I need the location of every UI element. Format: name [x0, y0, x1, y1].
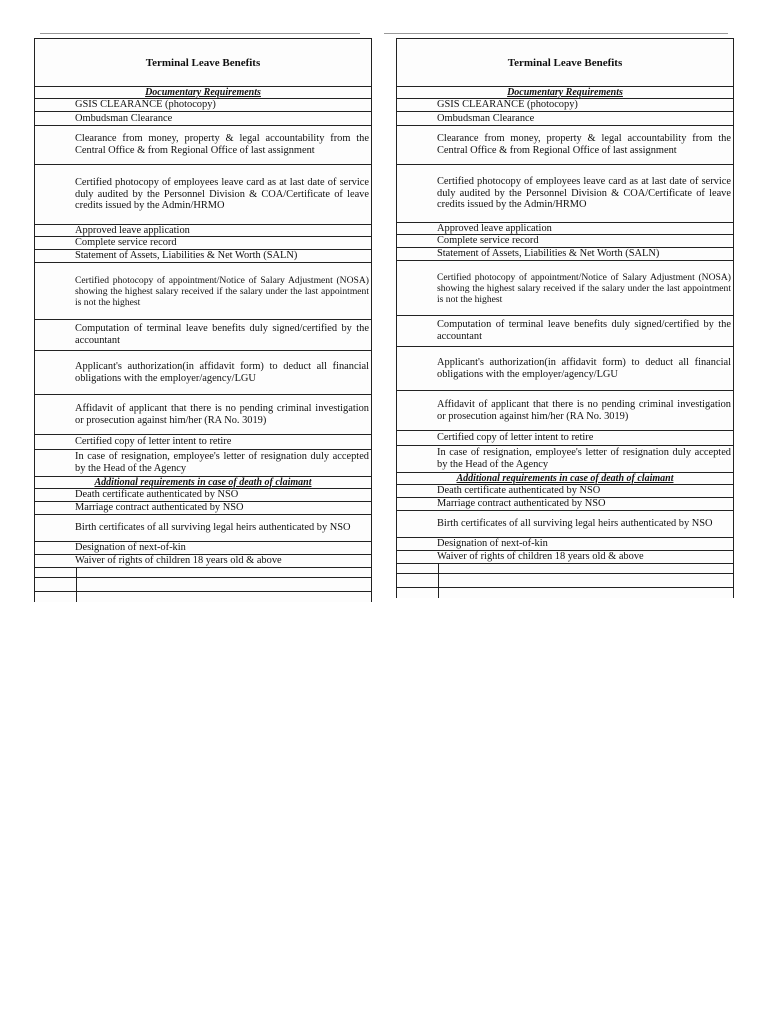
- death-requirement-row: Marriage contract authenticated by NSO: [35, 502, 371, 515]
- top-rule-right: [384, 33, 728, 34]
- blank-row: [397, 588, 733, 598]
- death-requirements-heading: Additional requirements in case of death of claimant: [397, 473, 733, 485]
- requirement-row: GSIS CLEARANCE (photocopy): [397, 99, 733, 112]
- card-title: Terminal Leave Benefits: [397, 39, 733, 87]
- requirement-row: Clearance from money, property & legal accountability from the Central Office & from Regional Office of last assignment: [397, 126, 733, 165]
- requirement-row: Certified copy of letter intent to retire: [397, 431, 733, 446]
- blank-row: [397, 574, 733, 588]
- requirement-row: Approved leave application: [397, 223, 733, 235]
- blank-row: [35, 578, 371, 592]
- death-requirement-row: Waiver of rights of children 18 years old & above: [397, 551, 733, 564]
- requirement-row: Clearance from money, property & legal accountability from the Central Office & from Regional Office of last assignment: [35, 126, 371, 165]
- death-requirement-row: Waiver of rights of children 18 years old & above: [35, 555, 371, 568]
- death-requirement-row: Birth certificates of all surviving legal heirs authenticated by NSO: [397, 511, 733, 538]
- documentary-requirements-heading: Documentary Requirements: [35, 87, 371, 99]
- death-requirement-row: Designation of next-of-kin: [397, 538, 733, 551]
- requirement-row: Computation of terminal leave benefits duly signed/certified by the accountant: [397, 316, 733, 347]
- terminal-leave-card-left: [34, 38, 372, 602]
- requirement-row: Complete service record: [397, 235, 733, 248]
- requirement-row: Complete service record: [35, 237, 371, 250]
- requirement-row: Certified photocopy of employees leave card as at last date of service duly audited by the Personnel Division & COA/Certificate of leave credits issued by the Admin/HRMO: [397, 165, 733, 223]
- death-requirements-heading: Additional requirements in case of death of claimant: [35, 477, 371, 489]
- requirement-row: Affidavit of applicant that there is no pending criminal investigation or prosecution against him/her (RA No. 3019): [35, 395, 371, 435]
- requirement-row: Certified photocopy of appointment/Notice of Salary Adjustment (NOSA) showing the highest salary received if the salary under the last appointment is not the highest: [397, 261, 733, 316]
- requirement-row: Approved leave application: [35, 225, 371, 237]
- requirement-row: In case of resignation, employee's letter of resignation duly accepted by the Head of the Agency: [35, 450, 371, 477]
- terminal-leave-card-right: [396, 38, 734, 598]
- requirement-row: Applicant's authorization(in affidavit form) to deduct all financial obligations with the employer/agency/LGU: [35, 351, 371, 395]
- documentary-requirements-heading: Documentary Requirements: [397, 87, 733, 99]
- requirement-row: Affidavit of applicant that there is no pending criminal investigation or prosecution against him/her (RA No. 3019): [397, 391, 733, 431]
- requirement-row: Certified photocopy of employees leave card as at last date of service duly audited by the Personnel Division & COA/Certificate of leave credits issued by the Admin/HRMO: [35, 165, 371, 225]
- death-requirement-row: Death certificate authenticated by NSO: [35, 489, 371, 502]
- blank-row: [35, 592, 371, 602]
- card-title: Terminal Leave Benefits: [35, 39, 371, 87]
- requirement-row: In case of resignation, employee's letter of resignation duly accepted by the Head of the Agency: [397, 446, 733, 473]
- requirement-row: Statement of Assets, Liabilities & Net Worth (SALN): [35, 250, 371, 263]
- requirement-row: GSIS CLEARANCE (photocopy): [35, 99, 371, 112]
- death-requirement-row: Designation of next-of-kin: [35, 542, 371, 555]
- requirement-row: Ombudsman Clearance: [397, 112, 733, 126]
- requirement-row: Statement of Assets, Liabilities & Net Worth (SALN): [397, 248, 733, 261]
- requirement-row: Certified copy of letter intent to retire: [35, 435, 371, 450]
- requirement-row: Certified photocopy of appointment/Notice of Salary Adjustment (NOSA) showing the highest salary received if the salary under the last appointment is not the highest: [35, 263, 371, 320]
- requirement-row: Computation of terminal leave benefits duly signed/certified by the accountant: [35, 320, 371, 351]
- requirement-row: Applicant's authorization(in affidavit form) to deduct all financial obligations with the employer/agency/LGU: [397, 347, 733, 391]
- blank-row: [397, 564, 733, 574]
- death-requirement-row: Death certificate authenticated by NSO: [397, 485, 733, 498]
- blank-row: [35, 568, 371, 578]
- requirement-row: Ombudsman Clearance: [35, 112, 371, 126]
- death-requirement-row: Birth certificates of all surviving legal heirs authenticated by NSO: [35, 515, 371, 542]
- top-rule-left: [40, 33, 360, 34]
- death-requirement-row: Marriage contract authenticated by NSO: [397, 498, 733, 511]
